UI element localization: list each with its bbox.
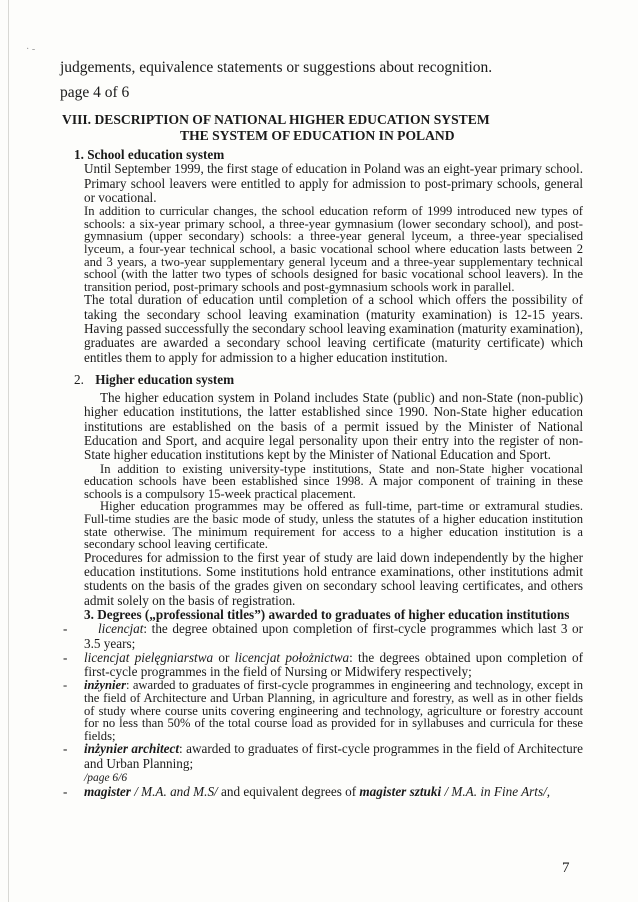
page-reference: page 4 of 6 <box>60 84 130 101</box>
scan-mark: · ‐ <box>26 44 36 55</box>
list-item: - inżynier: awarded to graduates of first-cycle programmes in engineering and technology, except in the field of Architecture and Urban Planning, in agriculture and forestry, as well as in other fields of study where course units covering engineering and technology, agriculture or forestry account for no less than 50% of the total course load as provided for in syllabuses and curricula for these fields; <box>63 678 583 743</box>
higher-education-heading <box>74 373 583 387</box>
degree-term: licencjat <box>98 621 144 637</box>
scan-edge-line <box>8 0 9 902</box>
degrees-list <box>60 622 583 771</box>
paragraph: In addition to curricular changes, the school education reform of 1999 introduced new types of schools: a six-year primary school, a three-year gymnasium (lower secondary school), and post-gymnasium (upper secondary) schools: a three-year general lyceum, a three-year specialised lyceum, a four-year technical school, a basic vocational school where education lasts between 2 and 3 years, a two-year supplementary general lyceum and a three-year supplementary technical school (with the latter two types of schools designed for basic vocational school leavers). In the transition period, post-primary schools and post-gymnasium schools work in parallel. <box>84 204 583 294</box>
paragraph: Higher education programmes may be offered as full-time, part-time or extramural studies. Full-time studies are the basic mode of study, unless the statutes of a higher education institution state otherwise. The minimum requirement for access to a higher education institution is a secondary school leaving certificate. <box>84 499 583 552</box>
page-marker: /page 6/6 <box>84 772 128 784</box>
school-education-block <box>60 162 583 365</box>
list-item: - licencjat pielęgniarstwa or licencjat położnictwa: the degrees obtained upon completion of first-cycle programmes in the field of Nursing or Midwifery respectively; <box>63 649 583 680</box>
section-heading <box>62 112 582 143</box>
degree-term: magister sztuki <box>359 784 442 800</box>
section-title-line-2: THE SYSTEM OF EDUCATION IN POLAND <box>180 127 455 143</box>
higher-education-block <box>60 391 583 608</box>
degree-term: inżynier <box>84 678 126 693</box>
paragraph: Procedures for admission to the first year of study are laid down independently by the higher education institutions. Some institutions hold entrance examinations, other institutions admit students on the basis of the grades given on secondary school leaving certificates, and others admit solely on the basis of registration. <box>84 549 583 608</box>
degree-description: : awarded to graduates of first-cycle programmes in the field of Architecture and Urban Planning; <box>84 741 583 771</box>
document-body <box>60 148 583 800</box>
connector-text: and equivalent degrees of <box>217 784 360 800</box>
paragraph: Until September 1999, the first stage of education in Poland was an eight-year primary school. Primary school leavers were entitled to apply for admission to post-primary schools, general or vocational. <box>84 161 583 205</box>
heading-text: Higher education system <box>95 371 235 387</box>
paragraph: In addition to existing university-type institutions, State and non-State higher vocational education schools have been established since 1998. A major component of training in these schools is a compulsory 15-week practical placement. <box>84 461 583 501</box>
degree-description: : the degrees obtained upon completion of first-cycle programmes in the field of Nursing or Midwifery respectively; <box>84 649 583 680</box>
degrees-heading: 3. Degrees („professional titles”) awarded to graduates of higher education institutions <box>84 606 570 622</box>
paragraph: The total duration of education until completion of a school which offers the possibility of taking the secondary school leaving examination (maturity examination) is 12-15 years. Having passed successfully the secondary school leaving examination (maturity examination), graduates are awarded a secondary school leaving certificate (maturity certificate) which entitles them to apply for admission to a higher education institution. <box>84 292 583 365</box>
degree-equivalent: / M.A. and M.S/ <box>130 784 218 800</box>
connector-text: or <box>213 649 235 665</box>
paragraph: The higher education system in Poland includes State (public) and non-State (non-public) higher education institutions, the latter established since 1990. Non-State higher education institutions are established on the basis of a permit issued by the Minister of National Education and Sport, and acquire legal personality upon their entry into the register of non-State higher education institutions kept by the Minister of National Education and Sport. <box>84 390 583 463</box>
degree-term: licencjat położnictwa <box>234 649 350 665</box>
intro-line: judgements, equivalence statements or suggestions about recognition. <box>60 59 493 76</box>
page-number: 7 <box>562 860 570 876</box>
degree-description: : awarded to graduates of first-cycle programmes in engineering and technology, except in the field of Architecture and Urban Planning, in agriculture and forestry, as well as in other fields of study where course units covering engineering and technology, agriculture or forestry account for no less than 50% of the total course load as provided for in syllabuses and curricula for these fields; <box>84 678 583 743</box>
heading-number: 2. <box>74 371 84 387</box>
degrees-list-continued <box>60 785 583 799</box>
degree-equivalent: / M.A. in Fine Arts/, <box>441 784 551 800</box>
degree-description: : the degree obtained upon completion of first-cycle programmes which last 3 or 3.5 years; <box>84 621 583 651</box>
school-education-heading: 1. School education system <box>74 147 225 162</box>
list-item: - magister / M.A. and M.S/ and equivalent degrees of magister sztuki / M.A. in Fine Arts/, <box>63 784 551 800</box>
list-item: - inżynier architect: awarded to graduates of first-cycle programmes in the field of Architecture and Urban Planning; <box>63 741 583 771</box>
section-title-line-1: VIII. DESCRIPTION OF NATIONAL HIGHER EDUCATION SYSTEM <box>62 112 490 127</box>
list-item: - licencjat: the degree obtained upon completion of first-cycle programmes which last 3 or 3.5 years; <box>63 621 583 651</box>
degree-term: magister <box>84 784 131 800</box>
degree-term: licencjat pielęgniarstwa <box>84 649 214 665</box>
degree-term: inżynier architect <box>84 741 180 757</box>
